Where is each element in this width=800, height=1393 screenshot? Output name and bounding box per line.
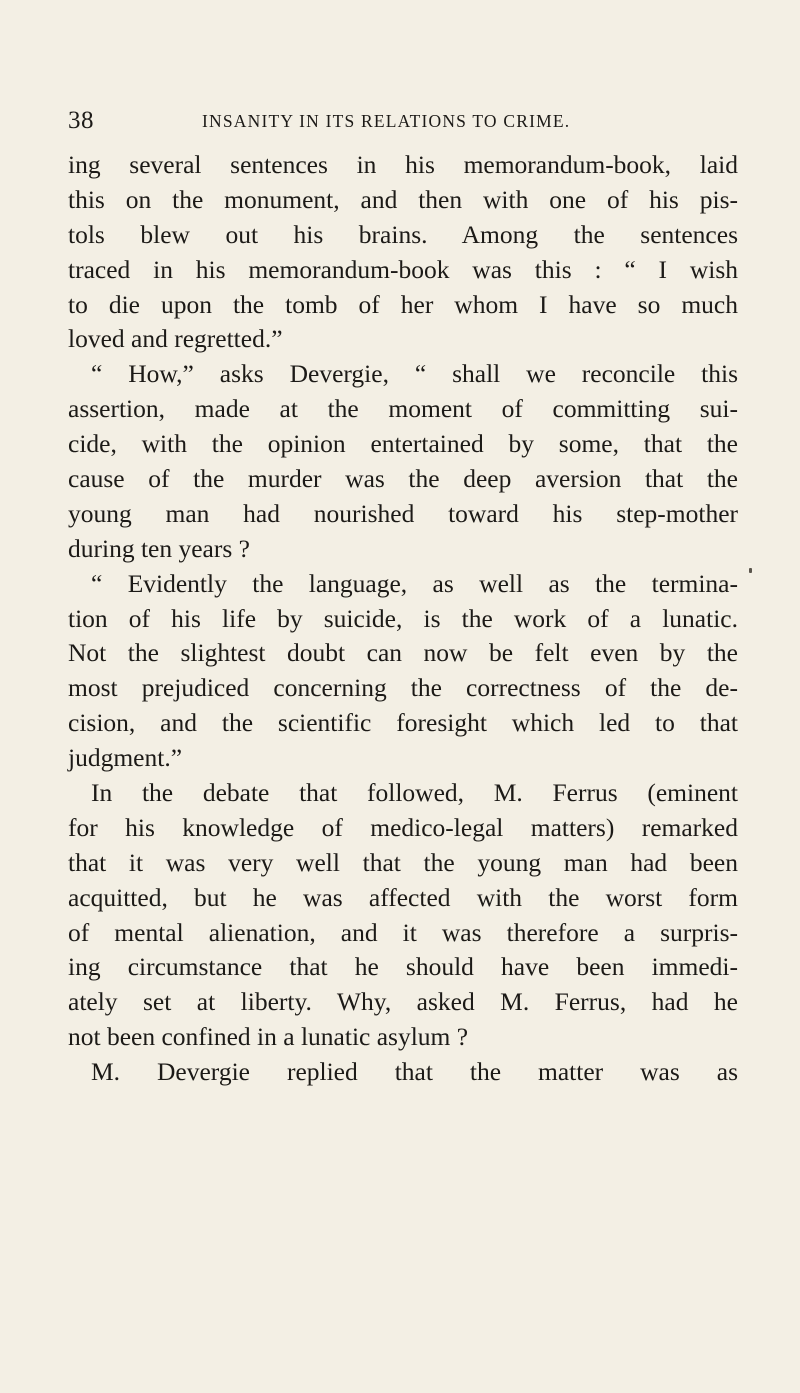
text-line: for his knowledge of medico-legal matters) remarked <box>68 812 738 842</box>
text-line: this on the monument, and then with one of his pis- <box>68 184 738 214</box>
text-line: acquitted, but he was affected with the worst form <box>68 882 738 912</box>
running-head <box>68 107 738 139</box>
text-line: traced in his memorandum-book was this : “ I wish <box>68 254 738 284</box>
text-line: Not the slightest doubt can now be felt even by the <box>68 638 738 668</box>
text-line: during ten years ? <box>68 533 250 563</box>
text-line: most prejudiced concerning the correctness of the de- <box>68 673 738 703</box>
text-line: cide, with the opinion entertained by some, that the <box>68 429 738 459</box>
text-line: ing several sentences in his memorandum-book, laid <box>68 150 738 179</box>
print-speck <box>749 568 752 573</box>
text-line: cision, and the scientific foresight which led to that <box>68 708 738 738</box>
text-line: not been confined in a lunatic asylum ? <box>68 1022 469 1052</box>
body-text <box>68 148 738 1090</box>
text-line: tion of his life by suicide, is the work of a lunatic. <box>68 603 738 633</box>
text-line: “ Evidently the language, as well as the termina- <box>91 568 738 598</box>
text-line: of mental alienation, and it was therefore a surpris- <box>68 917 738 947</box>
text-line: cause of the murder was the deep aversion that the <box>68 464 738 494</box>
running-title: INSANITY IN ITS RELATIONS TO CRIME. <box>202 111 571 131</box>
text-line: that it was very well that the young man had been <box>68 847 738 877</box>
text-line: judgment.” <box>68 743 183 773</box>
text-line: In the debate that followed, M. Ferrus (eminent <box>91 778 738 808</box>
text-line: “ How,” asks Devergie, “ shall we reconcile this <box>91 359 738 389</box>
text-line: young man had nourished toward his step-mother <box>68 498 738 528</box>
page-number: 38 <box>68 107 94 134</box>
text-line: assertion, made at the moment of committing sui- <box>68 394 738 424</box>
text-line: tols blew out his brains. Among the sentences <box>68 219 738 249</box>
text-line: ately set at liberty. Why, asked M. Ferrus, had he <box>68 987 738 1017</box>
text-line: loved and regretted.” <box>68 324 283 354</box>
text-line: to die upon the tomb of her whom I have so much <box>68 289 738 319</box>
text-line: M. Devergie replied that the matter was as <box>91 1057 738 1087</box>
text-line: ing circumstance that he should have been immedi- <box>68 952 738 982</box>
